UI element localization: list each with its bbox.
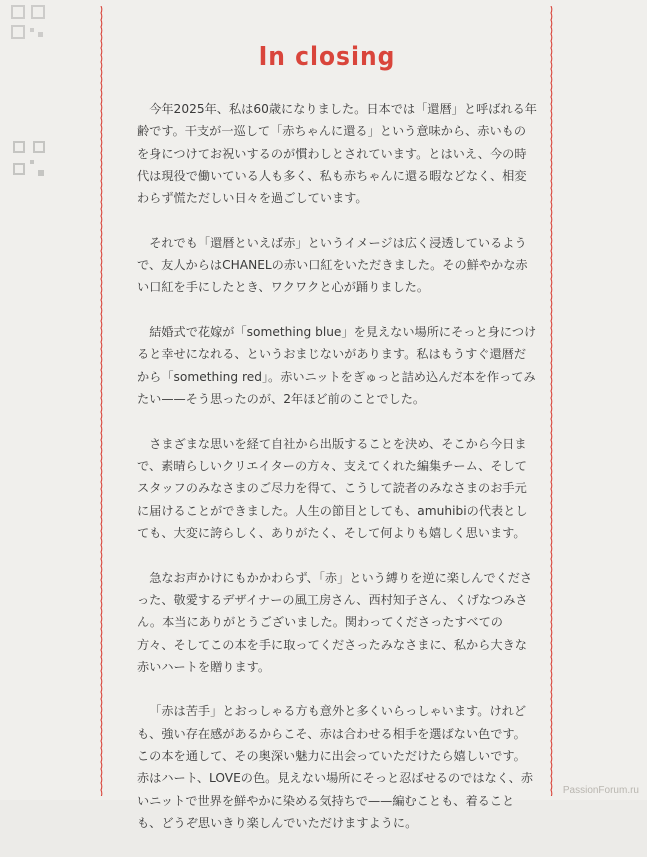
wavy-border-line: [551, 6, 552, 796]
qr-bleed-mark: [10, 4, 50, 54]
paragraph-1: 今年2025年、私は60歳になりました。日本では「還暦」と呼ばれる年齢です。干支が一巡して「赤ちゃんに還る」という意味から、赤いものを身につけてお祝いするのが慣わしとされています。とはいえ、今の時代は現役で働いている人も多く、私も赤ちゃんに還る暇などなく、相変わらず慌ただしい日々を過ごしています。: [137, 102, 537, 206]
qr-bleed-mark-2: [12, 140, 48, 184]
paragraph-3: 結婚式で花嫁が「something blue」を見えない場所にそっと身につけると幸せになれる、というおまじないがあります。私はもうすぐ還暦だから「something red」。赤いニットをぎゅっと詰め込んだ本を作ってみたい——そう思ったのが、2年ほど前のことでした。: [137, 325, 537, 407]
paragraph-6: 「赤は苦手」とおっしゃる方も意外と多くいらっしゃいます。けれども、強い存在感があるからこそ、赤は合わせる相手を選ばない色です。この本を通して、その奥深い魅力に出会っていただけたら嬉しいです。赤はハート、LOVEの色。見えない場所にそっと忍ばせるのではなく、赤いニットで世界を鮮やかに染める気持ちで——編むことも、着ることも、どうぞ思いきり楽しんでいただけますように。: [137, 704, 534, 830]
paragraph-2: それでも「還暦といえば赤」というイメージは広く浸透しているようで、友人からはCHANELの赤い口紅をいただきました。その鮮やかな赤い口紅を手にしたとき、ワクワクと心が踊りました。: [137, 235, 528, 295]
red-wavy-frame: [99, 6, 555, 830]
wavy-border-line: [101, 6, 102, 796]
body-text: [137, 98, 537, 857]
page-title: In closing: [258, 42, 396, 72]
paragraph-5: 急なお声かけにもかかわらず、「赤」という縛りを逆に楽しんでくださった、敬愛するデザイナーの風工房さん、西村知子さん、くげなつみさん。本当にありがとうございました。関わってくださったすべての方々、そしてこの本を手に取ってくださったみなさまに、私から大きな赤いハートを贈ります。: [137, 570, 533, 674]
paragraph-4: さまざまな思いを経て自社から出版することを決め、そこから今日まで、素晴らしいクリエイターの方々、支えてくれた編集チーム、そしてスタッフのみなさまのご尽力を得て、こうして読者のみなさまのお手元に届けることができました。人生の節目としても、amuhibiの代表としても、大変に誇らしく、ありがたく、そして何よりも嬉しく思います。: [137, 436, 528, 540]
watermark: PassionForum.ru: [562, 785, 639, 796]
